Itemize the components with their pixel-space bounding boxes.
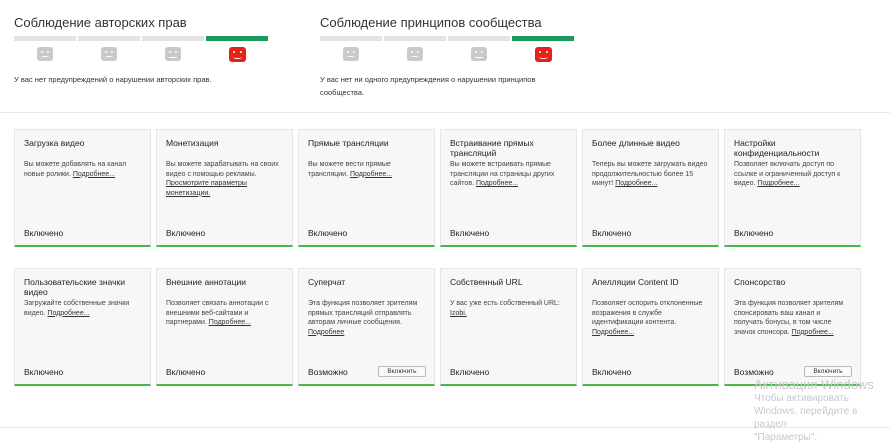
feature-description-text: Позволяет оспорить отклоненные возражения в службе идентификации контента. xyxy=(592,300,703,326)
feature-description xyxy=(24,160,141,179)
community-strike-bar xyxy=(320,36,574,41)
feature-description-text: Эта функция позволяет зрителям спонсировать ваш канал и получать бонусы, в том числе значок спонсора. xyxy=(734,300,844,336)
feature-description xyxy=(734,299,851,337)
feature-status: Включено xyxy=(734,228,774,238)
feature-description-text: Вы можете зарабатывать на своих видео с помощью рекламы. xyxy=(166,161,279,178)
learn-more-link[interactable]: Просмотрите параметры монетизации. xyxy=(166,180,247,197)
feature-description xyxy=(308,299,425,337)
feature-description-text: Загружайте собственные значки видео. xyxy=(24,300,130,317)
feature-card xyxy=(724,129,861,247)
learn-more-link[interactable]: Подробнее... xyxy=(349,170,393,178)
feature-description-text: Эта функция позволяет зрителям прямых трансляций отправлять авторам личные сообщения. xyxy=(308,300,418,326)
feature-description xyxy=(308,160,425,179)
feature-description xyxy=(450,299,567,318)
feature-status: Возможно xyxy=(734,367,774,377)
feature-status: Включено xyxy=(450,367,490,377)
feature-title: Внешние аннотации xyxy=(166,277,246,287)
feature-row-2 xyxy=(14,268,861,386)
feature-card xyxy=(440,129,577,247)
feature-description xyxy=(24,299,141,318)
bar-segment xyxy=(14,36,76,41)
feature-card xyxy=(156,129,293,247)
learn-more-link[interactable]: Подробнее... xyxy=(475,180,519,187)
enable-button[interactable]: Включить xyxy=(804,366,852,377)
watermark-line: Чтобы активировать Windows, перейдите в раздел xyxy=(754,393,858,430)
sad-face-icon xyxy=(101,47,117,61)
feature-description-text: Вы можете встраивать прямые трансляции на страницы других сайтов. xyxy=(450,161,555,187)
feature-status: Включено xyxy=(450,228,490,238)
copyright-message: У вас нет предупреждений о нарушении авторских прав. xyxy=(14,75,212,84)
feature-description-text: Позволяет включать доступ по ссылке и ограниченный доступ к видео. xyxy=(734,161,841,187)
divider xyxy=(0,112,890,113)
feature-card xyxy=(14,129,151,247)
feature-title: Встраивание прямых трансляций xyxy=(450,138,534,158)
learn-more-link[interactable]: Izobi. xyxy=(450,309,467,317)
feature-description xyxy=(450,160,567,189)
feature-title: Монетизация xyxy=(166,138,219,148)
feature-description xyxy=(734,160,851,189)
feature-description xyxy=(166,299,283,328)
happy-face-icon xyxy=(535,47,552,62)
community-message: У вас нет ни одного предупреждения о нарушении принципов сообщества. xyxy=(320,75,536,97)
feature-card xyxy=(298,129,435,247)
learn-more-link[interactable]: Подробнее xyxy=(308,328,345,336)
feature-description xyxy=(592,160,709,189)
copyright-faces xyxy=(14,47,268,65)
feature-description-text: Вы можете вести прямые трансляции. xyxy=(308,161,391,178)
feature-title: Собственный URL xyxy=(450,277,523,287)
feature-status: Включено xyxy=(166,367,206,377)
feature-status: Включено xyxy=(166,228,206,238)
feature-status: Включено xyxy=(592,228,632,238)
bar-segment xyxy=(78,36,140,41)
bar-segment xyxy=(320,36,382,41)
learn-more-link[interactable]: Подробнее... xyxy=(47,309,90,317)
bar-segment-active xyxy=(512,36,574,41)
feature-description xyxy=(592,299,709,337)
feature-title: Настройки конфиденциальности xyxy=(734,138,820,158)
bar-segment-active xyxy=(206,36,268,41)
bar-segment xyxy=(142,36,204,41)
flat-face-icon xyxy=(471,47,487,61)
copyright-title: Соблюдение авторских прав xyxy=(14,15,187,30)
copyright-status xyxy=(14,14,268,86)
learn-more-link[interactable]: Подробнее... xyxy=(208,319,251,326)
sad-face-icon xyxy=(407,47,423,61)
learn-more-link[interactable]: Подробнее... xyxy=(757,180,800,187)
feature-description-text: Вы можете добавлять на канал новые ролики. xyxy=(24,161,127,178)
feature-card xyxy=(582,129,719,247)
windows-activation-watermark xyxy=(754,377,890,444)
feature-status: Возможно xyxy=(308,367,348,377)
learn-more-link[interactable]: Подробнее... xyxy=(791,328,834,336)
enable-button[interactable]: Включить xyxy=(378,366,426,377)
feature-card xyxy=(14,268,151,386)
feature-card xyxy=(582,268,719,386)
flat-face-icon xyxy=(165,47,181,61)
feature-title: Суперчат xyxy=(308,277,346,287)
feature-card xyxy=(440,268,577,386)
bar-segment xyxy=(448,36,510,41)
feature-card xyxy=(156,268,293,386)
feature-card xyxy=(298,268,435,386)
feature-row-1 xyxy=(14,129,861,247)
watermark-title: Активация Windows xyxy=(754,377,874,392)
sad-face-icon xyxy=(343,47,359,61)
feature-title: Апелляции Content ID xyxy=(592,277,679,287)
bar-segment xyxy=(384,36,446,41)
feature-status: Включено xyxy=(308,228,348,238)
feature-title: Загрузка видео xyxy=(24,138,85,148)
feature-description-text: Позволяет связать аннотации с внешними веб-сайтами и партнерами. xyxy=(166,300,269,326)
watermark-line: "Параметры". xyxy=(754,432,818,443)
learn-more-link[interactable]: Подробнее... xyxy=(615,180,658,187)
community-title: Соблюдение принципов сообщества xyxy=(320,15,542,30)
community-status xyxy=(320,14,574,99)
feature-status: Включено xyxy=(24,367,64,377)
feature-description-text: Теперь вы можете загружать видео продолжительностью более 15 минут! xyxy=(592,161,708,187)
copyright-strike-bar xyxy=(14,36,268,41)
feature-description xyxy=(166,160,283,198)
feature-title: Прямые трансляции xyxy=(308,138,389,148)
feature-card xyxy=(724,268,861,386)
sad-face-icon xyxy=(37,47,53,61)
feature-title: Спонсорство xyxy=(734,277,786,287)
learn-more-link[interactable]: Подробнее... xyxy=(592,328,635,336)
feature-description-text: У вас уже есть собственный URL: xyxy=(450,300,560,307)
feature-status: Включено xyxy=(24,228,64,238)
feature-title: Пользовательские значки видео xyxy=(24,277,125,297)
feature-title: Более длинные видео xyxy=(592,138,680,148)
happy-face-icon xyxy=(229,47,246,62)
community-faces xyxy=(320,47,574,65)
feature-status: Включено xyxy=(592,367,632,377)
learn-more-link[interactable]: Подробнее... xyxy=(72,170,115,178)
